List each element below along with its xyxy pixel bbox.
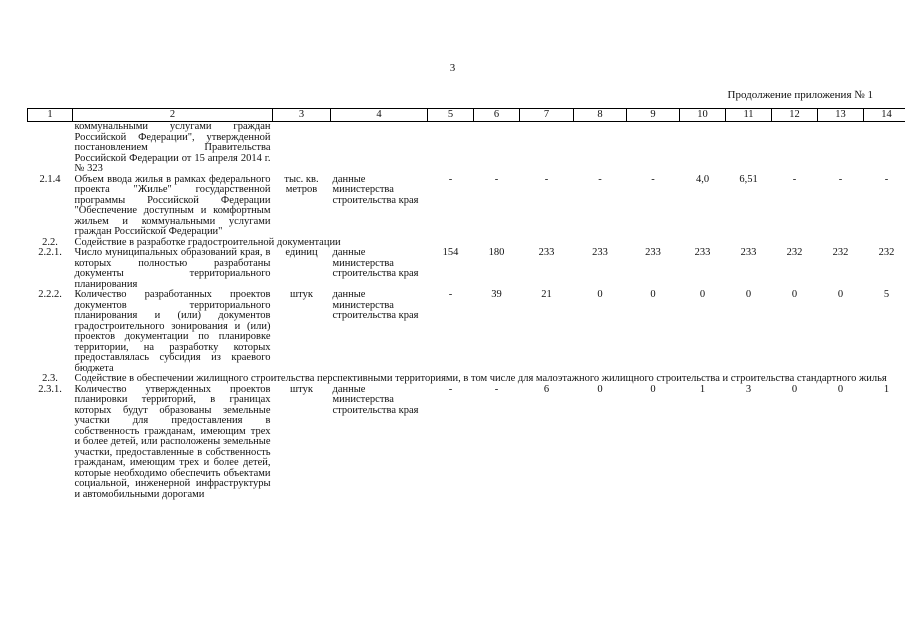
indicator-value: 1 bbox=[699, 383, 706, 395]
indicator-value: 233 bbox=[694, 247, 711, 258]
indicator-value: 0 bbox=[597, 383, 603, 395]
section-title: Содействие в обеспечении жилищного строительства перспективными территориями, в том числе для малоэтажного жилищного строительства и строительства стандартного жилья bbox=[74, 373, 887, 384]
indicator-value: - bbox=[448, 383, 453, 395]
indicator-value: 0 bbox=[745, 289, 752, 300]
header-cell-6: 6 bbox=[474, 109, 520, 122]
indicator-row bbox=[28, 248, 905, 290]
indicator-value: - bbox=[838, 173, 843, 185]
indicator-value: 0 bbox=[791, 289, 798, 300]
indicator-value: 0 bbox=[791, 383, 798, 395]
header-cell-10: 10 bbox=[680, 109, 726, 122]
indicator-id: 2.1.4 bbox=[39, 173, 61, 185]
indicator-name: Число муниципальных образований края, в которых полностью разработаны документы территориального планирования bbox=[74, 247, 271, 290]
indicator-value: - bbox=[448, 173, 453, 185]
indicator-name: Объем ввода жилья в рамках федерального проекта "Жилье" государственной программы Российской Федерации "Обеспечение доступным и комфортным жильем и коммунальными услугами граждан Российской Федерации" bbox=[74, 173, 271, 237]
indicator-id: 2.3.1. bbox=[38, 383, 62, 395]
indicator-value: 0 bbox=[597, 289, 603, 300]
indicator-unit: штук bbox=[290, 383, 313, 395]
indicator-value: 232 bbox=[786, 247, 803, 258]
indicator-row bbox=[28, 175, 905, 238]
indicator-id: 2.2.2. bbox=[38, 289, 62, 300]
indicator-value: 0 bbox=[699, 289, 706, 300]
section-row bbox=[28, 374, 905, 385]
indicator-value: 180 bbox=[488, 247, 505, 258]
indicator-id: 2.2.1. bbox=[38, 247, 62, 258]
indicator-value: 233 bbox=[592, 247, 608, 258]
indicator-source: данные министерства строительства края bbox=[332, 289, 419, 321]
indicator-value: 233 bbox=[645, 247, 661, 258]
indicator-value: 6 bbox=[543, 383, 550, 395]
indicator-value: 5 bbox=[883, 289, 890, 300]
indicator-value: 0 bbox=[650, 289, 656, 300]
indicator-unit: единиц bbox=[285, 247, 318, 258]
section-id: 2.2. bbox=[42, 236, 58, 248]
indicator-source: данные министерства строительства края bbox=[332, 173, 419, 206]
header-cell-5: 5 bbox=[428, 109, 474, 122]
header-row bbox=[28, 109, 905, 122]
continuation-note: Продолжение приложения № 1 bbox=[727, 89, 873, 101]
indicator-value: 3 bbox=[745, 383, 752, 395]
header-cell-14: 14 bbox=[864, 109, 905, 122]
indicator-value: 154 bbox=[442, 247, 459, 258]
header-cell-7: 7 bbox=[520, 109, 574, 122]
indicator-name: Количество утвержденных проектов планировки территорий, в границах которых будут образованы земельные участки для предоставления в собственность гражданам, имеющим трех и более детей, или расположены земельные участки, предоставленные в собственность гражданам, имеющим трех и более детей, которые необходимо обеспечить объектами социальной, инженерной инфраструктуры и автомобильными дорогами bbox=[74, 383, 271, 500]
indicator-value: 0 bbox=[837, 289, 844, 300]
indicator-value: 39 bbox=[491, 289, 502, 300]
indicator-value: - bbox=[651, 173, 655, 185]
header-cell-4: 4 bbox=[331, 109, 428, 122]
indicator-unit: штук bbox=[290, 289, 313, 300]
indicator-value: 0 bbox=[650, 383, 656, 395]
indicator-name: Количество разработанных проектов документов территориального планирования и (или) документов градостроительного зонирования и (или) проектов документации по планировке территории, на разработку которых предоставлялась субсидия из краевого бюджета bbox=[74, 289, 271, 374]
indicator-source: данные министерства строительства края bbox=[332, 383, 419, 416]
indicator-unit: тыс. кв. метров bbox=[284, 173, 319, 195]
header-cell-8: 8 bbox=[574, 109, 627, 122]
indicator-value: 232 bbox=[832, 247, 849, 258]
indicator-value: - bbox=[544, 173, 549, 185]
section-id: 2.3. bbox=[42, 373, 58, 384]
header-cell-12: 12 bbox=[772, 109, 818, 122]
indicator-value: - bbox=[884, 173, 889, 185]
indicator-value: 232 bbox=[878, 247, 895, 258]
indicator-value: - bbox=[448, 289, 453, 300]
indicator-value: 6,51 bbox=[739, 173, 758, 185]
header-cell-13: 13 bbox=[818, 109, 864, 122]
indicator-value: - bbox=[598, 173, 602, 185]
indicator-value: - bbox=[494, 173, 499, 185]
indicator-value: 0 bbox=[837, 383, 844, 395]
carryover-row bbox=[28, 122, 905, 175]
indicator-value: 233 bbox=[740, 247, 757, 258]
section-title: Содействие в разработке градостроительной документации bbox=[74, 236, 341, 248]
carryover-text: коммунальными услугами граждан Российской Федерации", утвержденной постановлением Правительства Российской Федерации от 15 апреля 2014 г. № 323 bbox=[74, 121, 271, 174]
header-cell-3: 3 bbox=[273, 109, 331, 122]
indicators-table bbox=[27, 108, 905, 500]
indicator-value: 233 bbox=[538, 247, 555, 258]
indicator-source: данные министерства строительства края bbox=[332, 247, 419, 279]
indicator-value: 4,0 bbox=[695, 173, 710, 185]
header-cell-9: 9 bbox=[627, 109, 680, 122]
indicator-value: - bbox=[494, 383, 499, 395]
indicator-row bbox=[28, 290, 905, 374]
indicator-value: 21 bbox=[541, 289, 552, 300]
header-cell-2: 2 bbox=[73, 109, 273, 122]
header-cell-11: 11 bbox=[726, 109, 772, 122]
header-cell-1: 1 bbox=[28, 109, 73, 122]
page-number: 3 bbox=[449, 62, 456, 74]
indicator-row bbox=[28, 385, 905, 501]
indicator-value: - bbox=[792, 173, 797, 185]
indicator-value: 1 bbox=[883, 383, 890, 395]
